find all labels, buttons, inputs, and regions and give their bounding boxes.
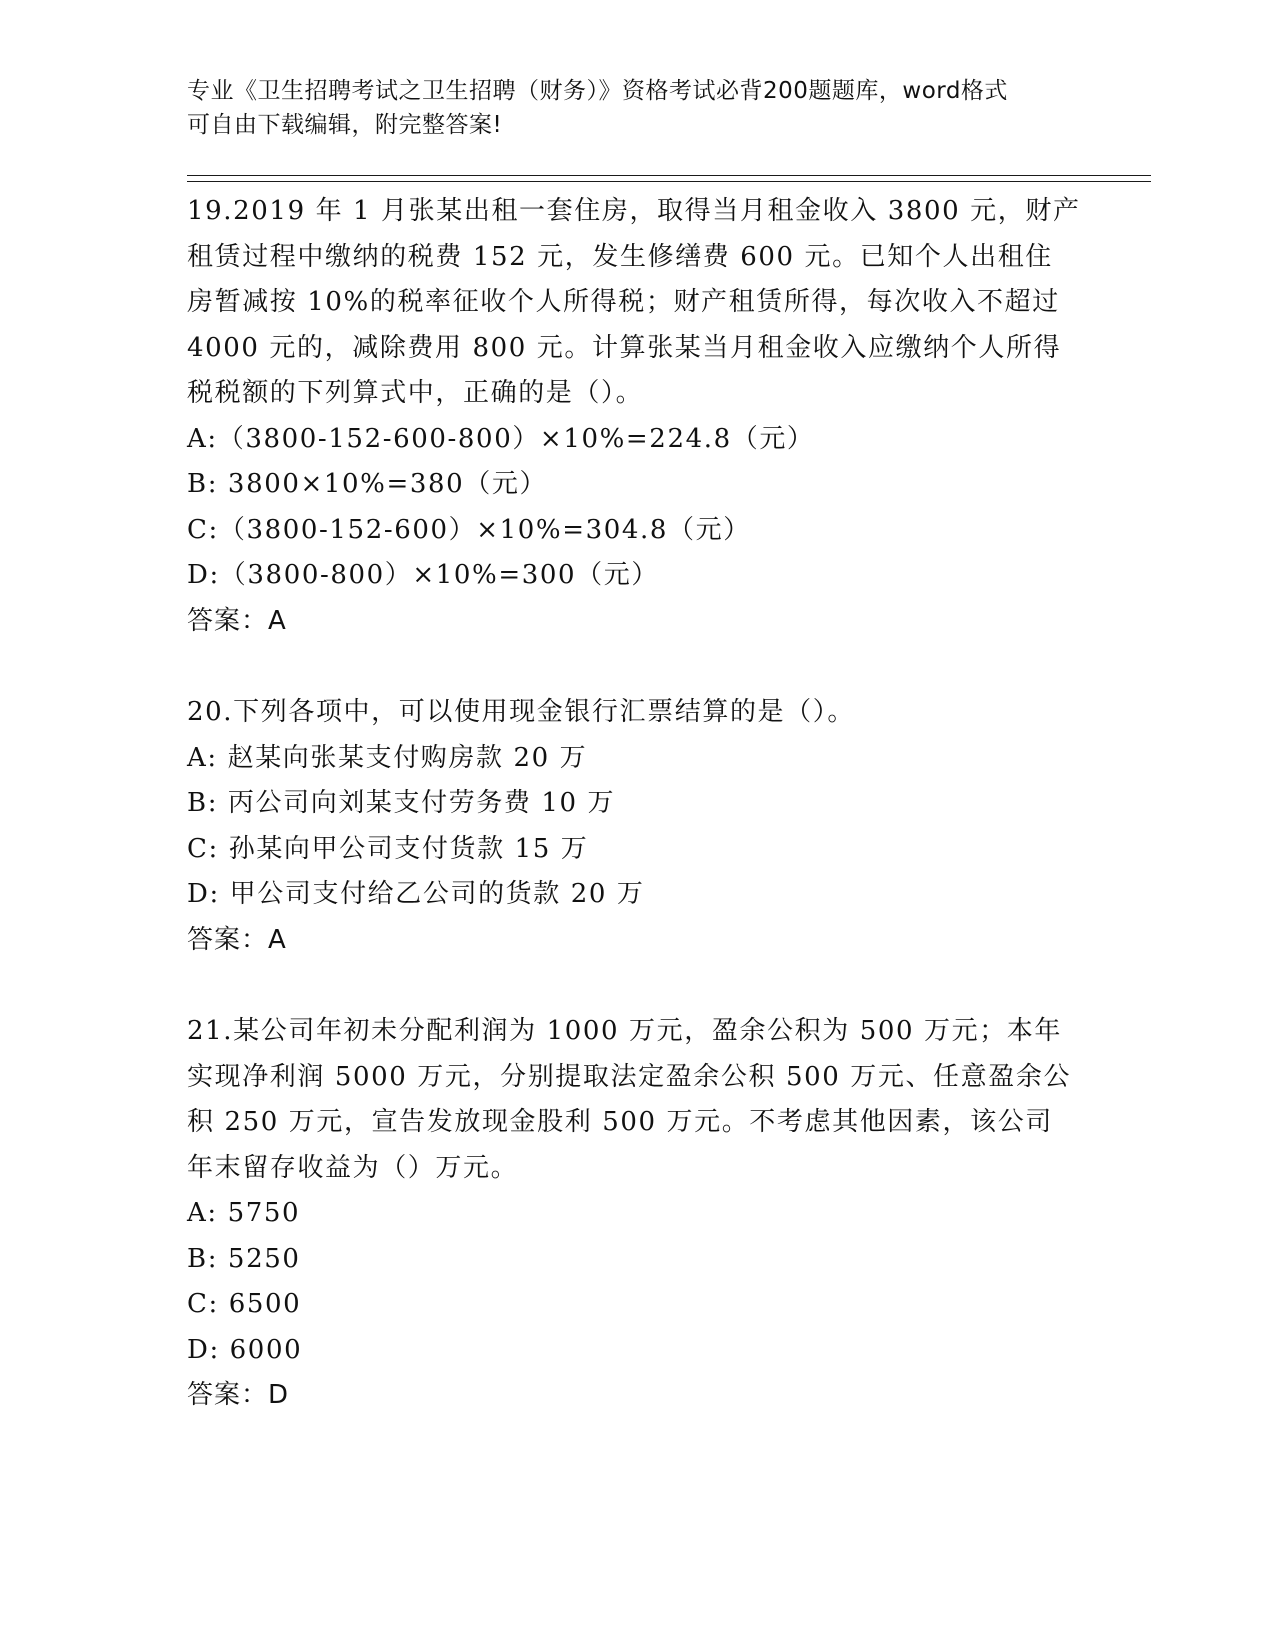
option-d: D:（3800-800）×10%=300（元） <box>187 560 659 590</box>
option-a: A: 赵某向张某支付购房款 20 万 <box>187 742 588 773</box>
question-20 <box>187 690 1087 963</box>
question-stem-line: 税税额的下列算式中，正确的是（）。 <box>187 378 644 408</box>
question-stem-line: 租赁过程中缴纳的税费 152 元，发生修缮费 600 元。已知个人出租住 <box>187 241 1053 272</box>
option-b: B: 5250 <box>187 1243 301 1274</box>
question-21 <box>187 1009 1087 1419</box>
question-stem-line: 积 250 万元，宣告发放现金股利 500 万元。不考虑其他因素，该公司 <box>187 1107 1053 1137</box>
option-b: B: 丙公司向刘某支付劳务费 10 万 <box>187 788 616 818</box>
question-stem-line: 21.某公司年初未分配利润为 1000 万元，盈余公积为 500 万元；本年 <box>187 1016 1063 1046</box>
option-c: C: 6500 <box>187 1289 302 1319</box>
question-spacer <box>187 644 1087 690</box>
header-divider-bottom <box>187 181 1151 182</box>
option-a: A:（3800-152-600-800）×10%=224.8（元） <box>187 423 815 454</box>
answer-label: 答案：A <box>187 605 287 636</box>
question-spacer <box>187 963 1087 1009</box>
answer-label: 答案：A <box>187 924 287 955</box>
option-b: B: 3800×10%=380（元） <box>187 469 548 499</box>
question-list <box>187 189 1087 1419</box>
header-title-line-2: 可自由下载编辑，附完整答案! <box>187 112 503 138</box>
header-title-line-1: 专业《卫生招聘考试之卫生招聘（财务）》资格考试必背200题题库，word格式 <box>187 78 1008 104</box>
option-c: C:（3800-152-600）×10%=304.8（元） <box>187 514 751 545</box>
question-stem-line: 19.2019 年 1 月张某出租一套住房，取得当月租金收入 3800 元，财产 <box>187 196 1081 226</box>
option-d: D: 6000 <box>187 1334 303 1365</box>
question-stem-line: 实现净利润 5000 万元，分别提取法定盈余公积 500 万元、任意盈余公 <box>187 1061 1072 1092</box>
option-c: C: 孙某向甲公司支付货款 15 万 <box>187 833 589 864</box>
option-d: D: 甲公司支付给乙公司的货款 20 万 <box>187 879 645 909</box>
option-a: A: 5750 <box>187 1198 301 1228</box>
question-19 <box>187 189 1087 644</box>
question-stem-line: 4000 元的，减除费用 800 元。计算张某当月租金收入应缴纳个人所得 <box>187 332 1062 363</box>
answer-label: 答案：D <box>187 1380 290 1410</box>
question-stem-line: 年末留存收益为（）万元。 <box>187 1152 519 1183</box>
question-stem-line: 20.下列各项中，可以使用现金银行汇票结算的是（）。 <box>187 697 855 727</box>
question-stem-line: 房暂减按 10%的税率征收个人所得税；财产租赁所得，每次收入不超过 <box>187 287 1060 317</box>
header-divider-top <box>187 175 1151 176</box>
document-header <box>187 74 1067 142</box>
